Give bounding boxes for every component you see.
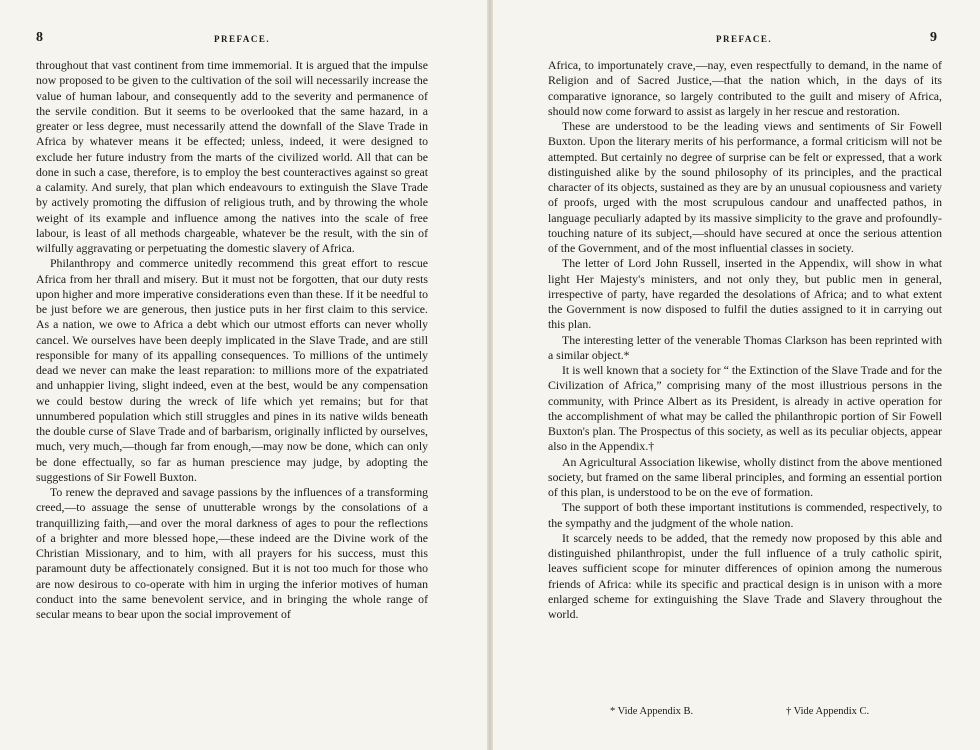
page-body (548, 58, 942, 622)
paragraph: The interesting letter of the venerable Thomas Clarkson has been reprinted with a similar object.* (548, 332, 942, 362)
paragraph: It is well known that a society for “ the Extinction of the Slave Trade and for the Civilization of Africa,” comprising many of the most illustrious persons in the community, with Prince Albert as its President, is already in active operation for the accomplishment of what may be called the philanthropic portion of Sir Fowell Buxton's plan. The Prospectus of this society, as well as its peculiar objects, appear also in the Appendix.† (548, 363, 942, 454)
right-page (490, 0, 980, 750)
running-head: PREFACE. (214, 34, 271, 44)
footnote: † Vide Appendix C. (786, 706, 870, 717)
paragraph: throughout that vast continent from time immemorial. It is argued that the impulse now proposed to be given to the cultivation of the soil will necessarily increase the value of human labour, and consequently add to the severity and permanence of the servile condition. But it seems to be overlooked that the same hazard, in a greater or less degree, must necessarily attend the downfall of the Slave Trade in Africa by whatever means it be effected; unless, indeed, it were designed to exclude her future industry from the marts of the civilized world. All that can be done in such a case, therefore, is to employ the best counteractives against so great a calamity. And surely, that plan which endeavours to extinguish the Slave Trade by actively promoting the diffusion of religious truth, and by throwing the whole weight of its example and influence among the natives into the scale of free labour, is least of all methods chargeable, whatever be the result, with the sin of wilfully aggravating or perpetuating the domestic slavery of Africa. (36, 58, 428, 255)
footnote: * Vide Appendix B. (610, 706, 694, 717)
page-number: 9 (930, 30, 937, 45)
paragraph: The letter of Lord John Russell, inserted in the Appendix, will show in what light Her Majesty's ministers, and not only they, but public men in general, irrespective of party, have regarded the desolations of Africa; and to what extent the Government is now disposed to fulfil the duties assigned to it in carrying out this plan. (548, 256, 942, 332)
paragraph: Africa, to importunately crave,—nay, even respectfully to demand, in the name of Religion and of Sacred Justice,—that the nation which, in the days of its comparative ignorance, so largely contributed to the guilt and misery of Africa, should now come forward to assist as largely in her rescue and restoration. (548, 58, 942, 118)
page-number: 8 (36, 30, 43, 45)
paragraph: These are understood to be the leading views and sentiments of Sir Fowell Buxton. Upon the literary merits of his performance, a formal criticism will not be attempted. But certainly no degree of surprise can be felt or expressed, that a work distinguished alike by the sound philosophy of its principles, and the practical character of its objects, sustained as they are by an unusual copiousness and variety of proofs, urged with the most scrupulous candour and unaffected pathos, in language peculiarly adapted by its massive simplicity to the grave and profoundly-touching nature of its subject,—should have secured at once the serious attention of the Government, and of the most influential classes in society. (548, 119, 942, 255)
paragraph: The support of both these important institutions is commended, respectively, to the sympathy and the judgment of the whole nation. (548, 500, 942, 530)
paragraph: Philanthropy and commerce unitedly recommend this great effort to rescue Africa from her thrall and misery. But it must not be forgotten, that our duty rests upon higher and more imperative considerations even than these. If it be needful to be just before we are generous, then justice puts in her first claim to this service. As a nation, we owe to Africa a debt which our utmost efforts can never wholly cancel. We ourselves have been deeply implicated in the Slave Trade, and are still responsible for many of its appalling consequences. To millions of the untimely dead we never can make the least reparation: to millions more of the expatriated and unhappier living, slight indeed, even at the best, would be any compensation we could bestow during the wreck of life which yet remains; but for that unnumbered population which still struggles and pines in its native wilds beneath the double curse of Slave Trade and of barbarism, originally inflicted by ourselves, much, very much,—though far from enough,—may now be done, which can only be done effectually, so far as human prescience may judge, by adopting the suggestions of Sir Fowell Buxton. (36, 256, 428, 484)
paragraph: An Agricultural Association likewise, wholly distinct from the above mentioned society, but framed on the same liberal principles, and forming an essential portion of this plan, is understood to be on the eve of formation. (548, 454, 942, 499)
paragraph: To renew the depraved and savage passions by the influences of a transforming creed,—to assuage the sense of unutterable wrongs by the consolations of a tranquillizing faith,—and over the moral darkness of ages to pour the reflections of a brighter and more blessed hope,—these indeed are the Divine work of the Christian Missionary, and to him, with all prayers for his success, must this paramount duty be affectionately consigned. But it is not too much for those who are now desirous to co-operate with him in urging the inferior motives of human conduct into the same benevolent service, and in bringing the whole range of secular means to bear upon the social improvement of (36, 485, 428, 621)
page-body (36, 58, 428, 622)
running-head: PREFACE. (716, 34, 773, 44)
paragraph: It scarcely needs to be added, that the remedy now proposed by this able and distinguished philanthropist, under the full influence of a truly catholic spirit, leaves sufficient scope for minuter differences of opinion among the numerous friends of Africa: while its specific and practical design is in unison with a more enlarged scheme for extinguishing the Slave Trade and Slavery throughout the world. (548, 530, 942, 621)
